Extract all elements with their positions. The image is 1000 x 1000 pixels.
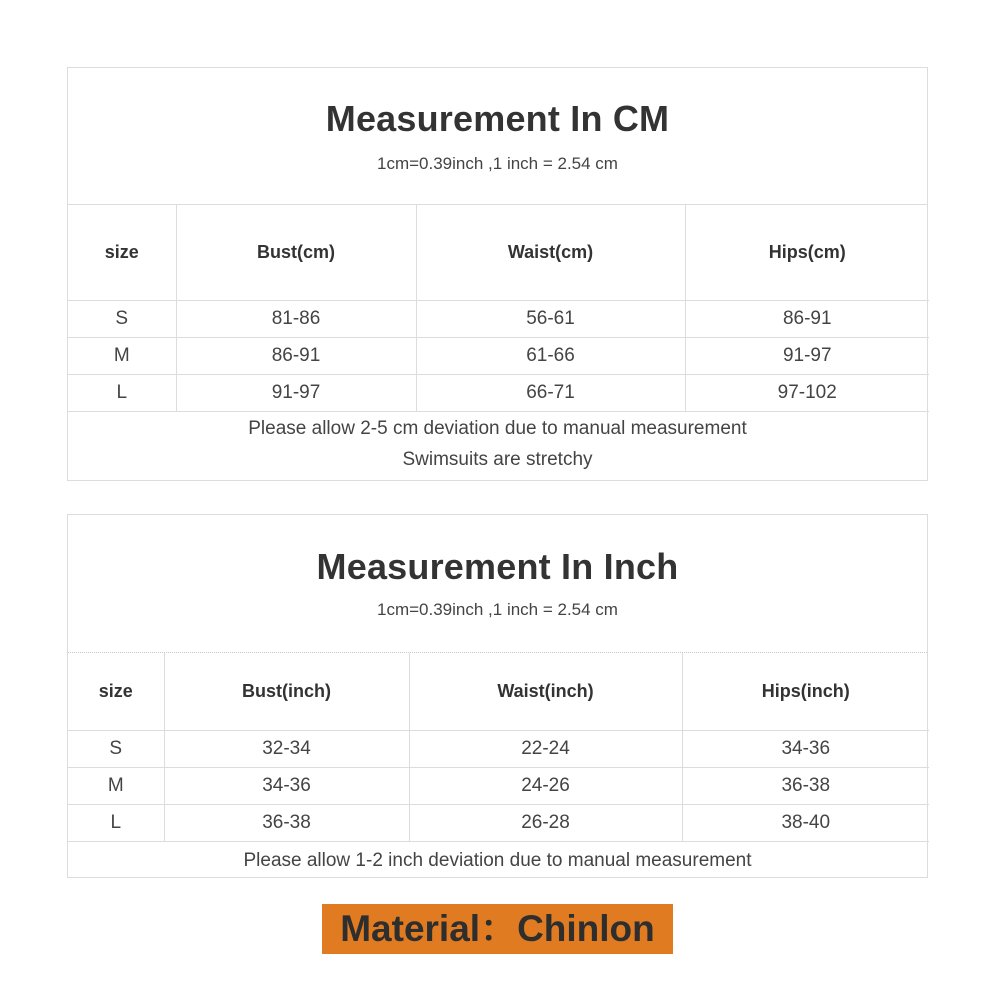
hips-cell: 38-40 bbox=[682, 804, 929, 841]
hips-cell: 34-36 bbox=[682, 730, 929, 767]
header-size: size bbox=[68, 205, 176, 300]
hips-cell: 86-91 bbox=[685, 300, 929, 337]
cm-chart-footer bbox=[68, 413, 927, 475]
size-cell: L bbox=[68, 804, 164, 841]
cm-chart-header bbox=[68, 68, 927, 205]
size-cell: S bbox=[68, 730, 164, 767]
bust-cell: 36-38 bbox=[164, 804, 409, 841]
inch-chart-title: Measurement In Inch bbox=[316, 546, 679, 587]
header-hips: Hips(cm) bbox=[685, 205, 929, 300]
table-header-row bbox=[68, 653, 929, 730]
inch-chart-footer bbox=[68, 845, 927, 876]
waist-cell: 24-26 bbox=[409, 767, 682, 804]
waist-cell: 26-28 bbox=[409, 804, 682, 841]
table-row bbox=[68, 767, 929, 804]
table-row bbox=[68, 300, 929, 337]
cm-size-table bbox=[68, 205, 929, 412]
table-row bbox=[68, 337, 929, 374]
bust-cell: 81-86 bbox=[176, 300, 416, 337]
inch-size-chart bbox=[67, 514, 928, 878]
bust-cell: 32-34 bbox=[164, 730, 409, 767]
cm-conversion-note: 1cm=0.39inch ,1 inch = 2.54 cm bbox=[377, 154, 618, 173]
material-label: Material：Chinlon bbox=[322, 904, 673, 954]
cm-size-chart bbox=[67, 67, 928, 481]
waist-cell: 56-61 bbox=[416, 300, 685, 337]
table-header-row bbox=[68, 205, 929, 300]
header-waist: Waist(cm) bbox=[416, 205, 685, 300]
header-hips: Hips(inch) bbox=[682, 653, 929, 730]
size-cell: M bbox=[68, 337, 176, 374]
waist-cell: 66-71 bbox=[416, 374, 685, 411]
size-cell: L bbox=[68, 374, 176, 411]
size-cell: M bbox=[68, 767, 164, 804]
table-row bbox=[68, 374, 929, 411]
header-waist: Waist(inch) bbox=[409, 653, 682, 730]
table-row bbox=[68, 730, 929, 767]
bust-cell: 91-97 bbox=[176, 374, 416, 411]
inch-chart-header bbox=[68, 515, 927, 653]
header-bust: Bust(cm) bbox=[176, 205, 416, 300]
stretch-note: Swimsuits are stretchy bbox=[402, 449, 593, 470]
hips-cell: 36-38 bbox=[682, 767, 929, 804]
hips-cell: 97-102 bbox=[685, 374, 929, 411]
waist-cell: 61-66 bbox=[416, 337, 685, 374]
hips-cell: 91-97 bbox=[685, 337, 929, 374]
header-size: size bbox=[68, 653, 164, 730]
bust-cell: 86-91 bbox=[176, 337, 416, 374]
bust-cell: 34-36 bbox=[164, 767, 409, 804]
header-bust: Bust(inch) bbox=[164, 653, 409, 730]
deviation-note: Please allow 1-2 inch deviation due to manual measurement bbox=[243, 850, 752, 871]
size-cell: S bbox=[68, 300, 176, 337]
table-row bbox=[68, 804, 929, 841]
inch-size-table bbox=[68, 653, 929, 842]
deviation-note: Please allow 2-5 cm deviation due to manual measurement bbox=[248, 418, 747, 439]
waist-cell: 22-24 bbox=[409, 730, 682, 767]
cm-chart-title: Measurement In CM bbox=[325, 98, 670, 139]
inch-conversion-note: 1cm=0.39inch ,1 inch = 2.54 cm bbox=[377, 600, 618, 619]
